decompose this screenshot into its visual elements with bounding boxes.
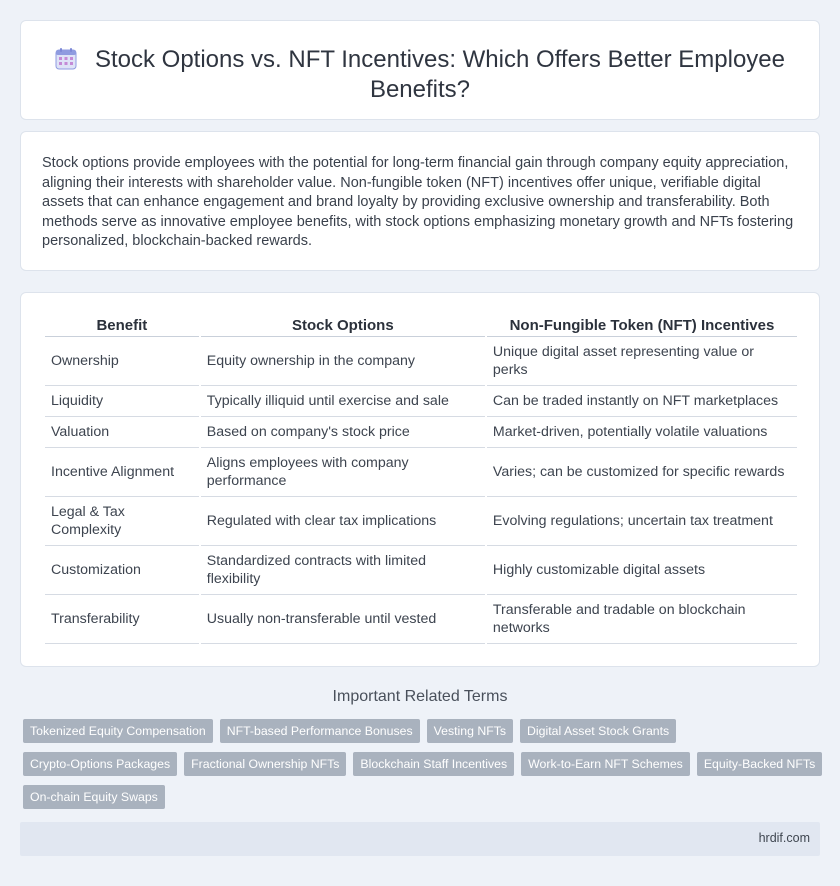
table-row [45,497,797,546]
row-nft: Varies; can be customized for specific rewards [487,448,797,497]
tag-row [23,785,813,809]
row-benefit: Ownership [45,337,199,386]
row-stock-options: Usually non-transferable until vested [201,595,485,644]
tag[interactable]: Crypto-Options Packages [23,752,177,776]
tag[interactable]: Digital Asset Stock Grants [520,719,676,743]
table-row [45,448,797,497]
page-title: Stock Options vs. NFT Incentives: Which Offers Better Employee Benefits? [94,46,786,103]
comparison-card [20,292,820,667]
row-benefit: Valuation [45,417,199,448]
row-nft: Unique digital asset representing value or perks [487,337,797,386]
row-nft: Can be traded instantly on NFT marketplaces [487,386,797,417]
row-stock-options: Equity ownership in the company [201,337,485,386]
tag[interactable]: Blockchain Staff Incentives [353,752,514,776]
related-tags [23,719,816,818]
row-stock-options: Aligns employees with company performance [201,448,485,497]
tag[interactable]: NFT-based Performance Bonuses [220,719,420,743]
row-nft: Evolving regulations; uncertain tax treatment [487,497,797,546]
row-stock-options: Based on company's stock price [201,417,485,448]
intro-card [20,131,820,271]
calendar-icon [55,48,77,70]
row-benefit: Legal & Tax Complexity [45,497,199,546]
footer-site[interactable]: hrdif.com [758,831,810,845]
row-nft: Market-driven, potentially volatile valuations [487,417,797,448]
tag[interactable]: Tokenized Equity Compensation [23,719,213,743]
page-title-row [21,45,819,105]
row-benefit: Incentive Alignment [45,448,199,497]
row-benefit: Customization [45,546,199,595]
table-row [45,417,797,448]
row-benefit: Liquidity [45,386,199,417]
row-stock-options: Typically illiquid until exercise and sale [201,386,485,417]
row-benefit: Transferability [45,595,199,644]
tag[interactable]: Work-to-Earn NFT Schemes [521,752,690,776]
tag[interactable]: Equity-Backed NFTs [697,752,822,776]
header-stock-options: Stock Options [201,315,485,337]
row-stock-options: Regulated with clear tax implications [201,497,485,546]
table-header-row [45,315,797,337]
header-benefit: Benefit [45,315,199,337]
row-nft: Transferable and tradable on blockchain networks [487,595,797,644]
header-card [20,20,820,120]
tag-row [23,719,813,743]
table-row [45,595,797,644]
header-nft-incentives: Non-Fungible Token (NFT) Incentives [487,315,797,337]
tag[interactable]: On-chain Equity Swaps [23,785,165,809]
table-row [45,337,797,386]
table-row [45,546,797,595]
table-row [45,386,797,417]
comparison-table [43,315,799,644]
row-nft: Highly customizable digital assets [487,546,797,595]
footer [20,822,820,856]
related-terms-title: Important Related Terms [332,688,508,705]
tag[interactable]: Fractional Ownership NFTs [184,752,346,776]
tag[interactable]: Vesting NFTs [427,719,513,743]
row-stock-options: Standardized contracts with limited flexibility [201,546,485,595]
tag-row [23,752,816,776]
intro-paragraph: Stock options provide employees with the potential for long-term financial gain through company equity appreciation, aligning their interests with shareholder value. Non-fungible token (NFT) incentives offer unique, verifiable digital assets that can enhance engagement and brand loyalty by providing exclusive ownership and transferability. Both methods serve as innovative employee benefits, with stock options emphasizing monetary growth and NFTs fostering personalized, blockchain-backed rewards. [42,155,794,249]
